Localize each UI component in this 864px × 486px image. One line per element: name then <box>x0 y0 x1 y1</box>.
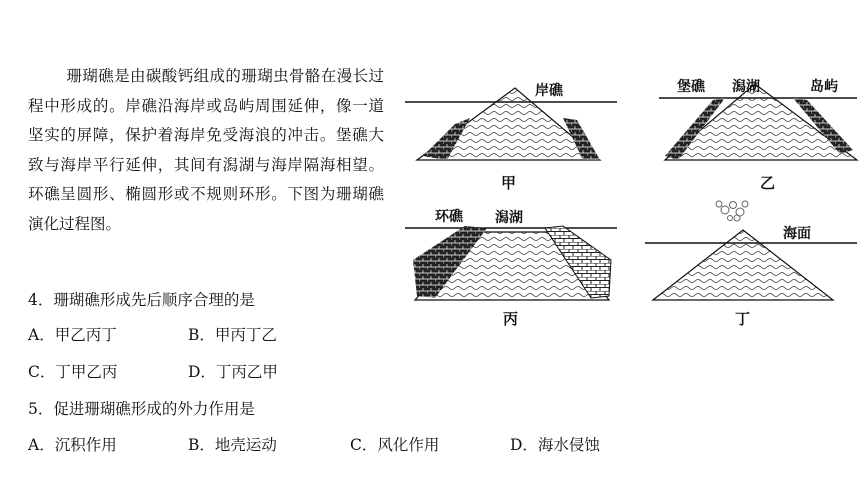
reading-passage <box>28 62 384 239</box>
q5-option-c[interactable]: C．风化作用 <box>350 436 440 454</box>
q5-option-d[interactable]: D．海水侵蚀 <box>510 436 600 454</box>
caption-jia: 甲 <box>501 174 517 192</box>
q5-option-a[interactable]: A．沉积作用 <box>28 436 117 454</box>
panel-jia <box>405 88 617 160</box>
q5-option-b[interactable]: B．地壳运动 <box>188 436 277 454</box>
coral-reef-evolution-figure <box>395 60 864 340</box>
q4-option-d[interactable]: D．丁丙乙甲 <box>188 363 278 381</box>
label-barrier-reef: 堡礁 <box>677 79 705 95</box>
label-atoll: 环礁 <box>435 209 463 225</box>
label-lagoon-bing: 潟湖 <box>495 210 523 226</box>
label-island: 岛屿 <box>810 79 838 95</box>
q4-option-a[interactable]: A．甲乙丙丁 <box>28 326 117 344</box>
caption-bing: 丙 <box>503 310 519 328</box>
panel-bing <box>405 226 617 300</box>
volcanic-smoke-icon <box>716 201 748 221</box>
question-4-stem: 4．珊瑚礁形成先后顺序合理的是 <box>28 291 255 309</box>
label-lagoon-yi: 潟湖 <box>732 79 760 95</box>
panel-ding <box>645 201 857 300</box>
q4-option-c[interactable]: C．丁甲乙丙 <box>28 363 118 381</box>
caption-yi: 乙 <box>760 174 776 192</box>
q4-option-b[interactable]: B．甲丙丁乙 <box>188 326 277 344</box>
figure-drawing <box>395 60 864 340</box>
question-5-stem: 5．促进珊瑚礁形成的外力作用是 <box>28 400 255 418</box>
passage-text: 珊瑚礁是由碳酸钙组成的珊瑚虫骨骼在漫长过程中形成的。岸礁沿海岸或岛屿周围延伸，像一道坚实的屏障，保护着海岸免受海浪的冲击。堡礁大致与海岸平行延伸，其间有潟湖与海岸隔海相望。环礁呈圆形、椭圆形或不规则环形。下图为珊瑚礁演化过程图。 <box>28 67 384 233</box>
label-fringing-reef: 岸礁 <box>535 83 563 99</box>
caption-ding: 丁 <box>735 310 751 328</box>
label-sea-surface: 海面 <box>783 226 811 242</box>
